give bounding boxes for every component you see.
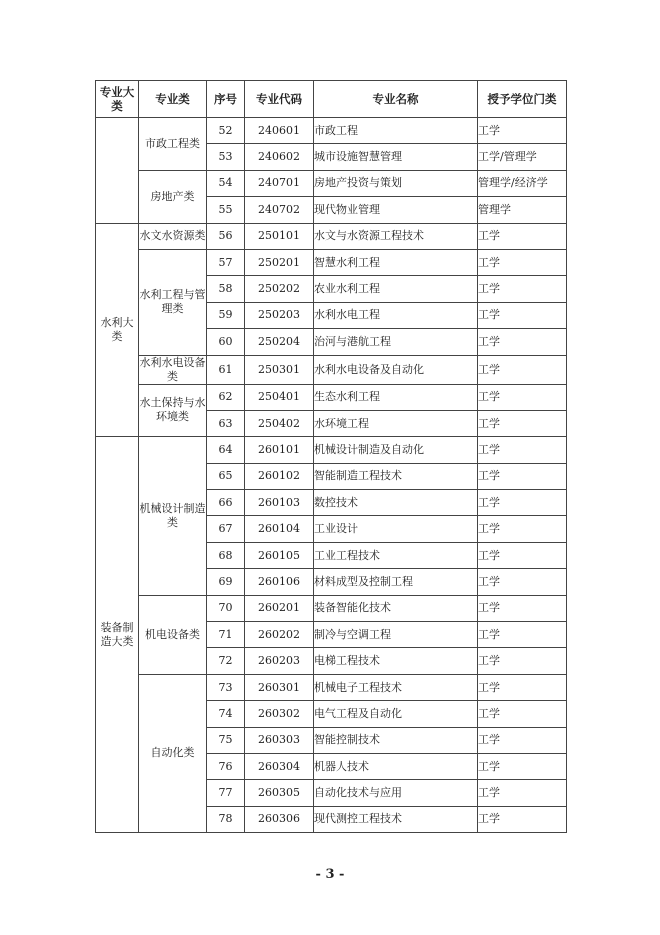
seq-cell: 76 (207, 753, 245, 779)
degree-cell: 工学 (478, 542, 567, 568)
table-row (96, 595, 567, 621)
sub-category-cell: 自动化类 (139, 674, 207, 832)
major-name-cell: 材料成型及控制工程 (314, 569, 478, 595)
major-category-cell (96, 118, 139, 224)
major-name-cell: 自动化技术与应用 (314, 780, 478, 806)
code-cell: 260203 (245, 648, 314, 674)
sub-category-cell: 水文水资源类 (139, 223, 207, 249)
major-name-cell: 现代测控工程技术 (314, 806, 478, 832)
seq-cell: 56 (207, 223, 245, 249)
seq-cell: 64 (207, 437, 245, 463)
seq-cell: 73 (207, 674, 245, 700)
major-name-cell: 城市设施智慧管理 (314, 144, 478, 170)
header-sub-category: 专业类 (139, 81, 207, 118)
seq-cell: 71 (207, 622, 245, 648)
code-cell: 250402 (245, 410, 314, 436)
major-name-cell: 水文与水资源工程技术 (314, 223, 478, 249)
header-degree: 授予学位门类 (478, 81, 567, 118)
code-cell: 240702 (245, 197, 314, 223)
seq-cell: 54 (207, 170, 245, 196)
major-name-cell: 工业工程技术 (314, 542, 478, 568)
table-row (96, 437, 567, 463)
sub-category-cell: 机电设备类 (139, 595, 207, 674)
sub-category-cell: 水利水电设备类 (139, 355, 206, 383)
degree-cell: 工学 (478, 410, 567, 436)
degree-cell: 工学 (478, 516, 567, 542)
major-name-cell: 机器人技术 (314, 753, 478, 779)
code-cell: 260202 (245, 622, 314, 648)
seq-cell: 69 (207, 569, 245, 595)
page-number: - 3 - (315, 867, 345, 882)
header-code: 专业代码 (245, 81, 314, 118)
degree-cell: 工学 (478, 118, 567, 144)
major-name-cell: 装备智能化技术 (314, 595, 478, 621)
code-cell: 260201 (245, 595, 314, 621)
sub-category-cell: 房地产类 (139, 170, 207, 223)
seq-cell: 72 (207, 648, 245, 674)
degree-cell: 工学 (478, 806, 567, 832)
code-cell: 260301 (245, 674, 314, 700)
seq-cell: 52 (207, 118, 245, 144)
header-seq: 序号 (207, 81, 245, 118)
degree-cell: 工学 (478, 490, 567, 516)
table-row (96, 118, 567, 144)
major-category-cell: 水利大类 (96, 223, 139, 437)
seq-cell: 57 (207, 249, 245, 275)
code-cell: 250202 (245, 276, 314, 302)
table-body (96, 118, 567, 833)
seq-cell: 55 (207, 197, 245, 223)
code-cell: 250204 (245, 329, 314, 355)
major-name-cell: 机械设计制造及自动化 (314, 437, 478, 463)
degree-cell: 工学 (478, 463, 567, 489)
degree-cell: 工学 (478, 249, 567, 275)
code-cell: 260105 (245, 542, 314, 568)
code-cell: 260303 (245, 727, 314, 753)
major-name-cell: 制冷与空调工程 (314, 622, 478, 648)
degree-cell: 工学 (478, 622, 567, 648)
major-name-cell: 电梯工程技术 (314, 648, 478, 674)
degree-cell: 工学 (478, 727, 567, 753)
code-cell: 260103 (245, 490, 314, 516)
seq-cell: 63 (207, 410, 245, 436)
code-cell: 240701 (245, 170, 314, 196)
seq-cell: 66 (207, 490, 245, 516)
code-cell: 260306 (245, 806, 314, 832)
major-name-cell: 水利水电设备及自动化 (314, 355, 478, 384)
seq-cell: 59 (207, 302, 245, 328)
major-name-cell: 治河与港航工程 (314, 329, 478, 355)
degree-cell: 工学 (478, 780, 567, 806)
seq-cell: 74 (207, 701, 245, 727)
code-cell: 260104 (245, 516, 314, 542)
degree-cell: 工学 (478, 355, 567, 384)
code-cell: 250301 (245, 355, 314, 384)
code-cell: 260305 (245, 780, 314, 806)
degree-cell: 工学 (478, 595, 567, 621)
code-cell: 250201 (245, 249, 314, 275)
degree-cell: 工学 (478, 753, 567, 779)
code-cell: 260302 (245, 701, 314, 727)
header-major-category: 专业大类 (96, 81, 139, 118)
seq-cell: 58 (207, 276, 245, 302)
major-name-cell: 房地产投资与策划 (314, 170, 478, 196)
seq-cell: 53 (207, 144, 245, 170)
major-name-cell: 水环境工程 (314, 410, 478, 436)
major-name-cell: 智能控制技术 (314, 727, 478, 753)
code-cell: 260304 (245, 753, 314, 779)
sub-category-cell: 市政工程类 (139, 118, 207, 171)
major-name-cell: 工业设计 (314, 516, 478, 542)
seq-cell: 67 (207, 516, 245, 542)
major-catalog-table (95, 80, 567, 833)
sub-category-cell: 水土保持与水环境类 (139, 384, 207, 437)
degree-cell: 工学 (478, 674, 567, 700)
header-major-name: 专业名称 (314, 81, 478, 118)
code-cell: 240602 (245, 144, 314, 170)
major-name-cell: 农业水利工程 (314, 276, 478, 302)
degree-cell: 工学 (478, 302, 567, 328)
seq-cell: 61 (207, 355, 245, 384)
seq-cell: 65 (207, 463, 245, 489)
degree-cell: 管理学/经济学 (478, 170, 567, 196)
table-row (96, 384, 567, 410)
degree-cell: 工学 (478, 276, 567, 302)
degree-cell: 工学 (478, 701, 567, 727)
code-cell: 260106 (245, 569, 314, 595)
degree-cell: 工学 (478, 329, 567, 355)
seq-cell: 75 (207, 727, 245, 753)
code-cell: 250203 (245, 302, 314, 328)
code-cell: 260102 (245, 463, 314, 489)
seq-cell: 68 (207, 542, 245, 568)
degree-cell: 工学 (478, 437, 567, 463)
table-row (96, 170, 567, 196)
major-name-cell: 电气工程及自动化 (314, 701, 478, 727)
major-category-cell: 装备制造大类 (96, 437, 139, 833)
major-name-cell: 智慧水利工程 (314, 249, 478, 275)
degree-cell: 工学 (478, 223, 567, 249)
sub-category-cell: 水利工程与管理类 (139, 249, 207, 355)
code-cell: 240601 (245, 118, 314, 144)
table-header-row (96, 81, 567, 118)
table-row (96, 249, 567, 275)
major-name-cell: 水利水电工程 (314, 302, 478, 328)
table-row (96, 674, 567, 700)
major-name-cell: 现代物业管理 (314, 197, 478, 223)
sub-category-cell: 机械设计制造类 (139, 437, 207, 595)
major-name-cell: 生态水利工程 (314, 384, 478, 410)
major-name-cell: 机械电子工程技术 (314, 674, 478, 700)
seq-cell: 62 (207, 384, 245, 410)
major-name-cell: 市政工程 (314, 118, 478, 144)
code-cell: 250101 (245, 223, 314, 249)
table-row (96, 223, 567, 249)
major-name-cell: 智能制造工程技术 (314, 463, 478, 489)
code-cell: 260101 (245, 437, 314, 463)
seq-cell: 60 (207, 329, 245, 355)
code-cell: 250401 (245, 384, 314, 410)
table-row (96, 355, 567, 384)
major-name-cell: 数控技术 (314, 490, 478, 516)
degree-cell: 工学 (478, 648, 567, 674)
degree-cell: 工学 (478, 384, 567, 410)
degree-cell: 工学 (478, 569, 567, 595)
seq-cell: 70 (207, 595, 245, 621)
degree-cell: 管理学 (478, 197, 567, 223)
degree-cell: 工学/管理学 (478, 144, 567, 170)
seq-cell: 78 (207, 806, 245, 832)
seq-cell: 77 (207, 780, 245, 806)
